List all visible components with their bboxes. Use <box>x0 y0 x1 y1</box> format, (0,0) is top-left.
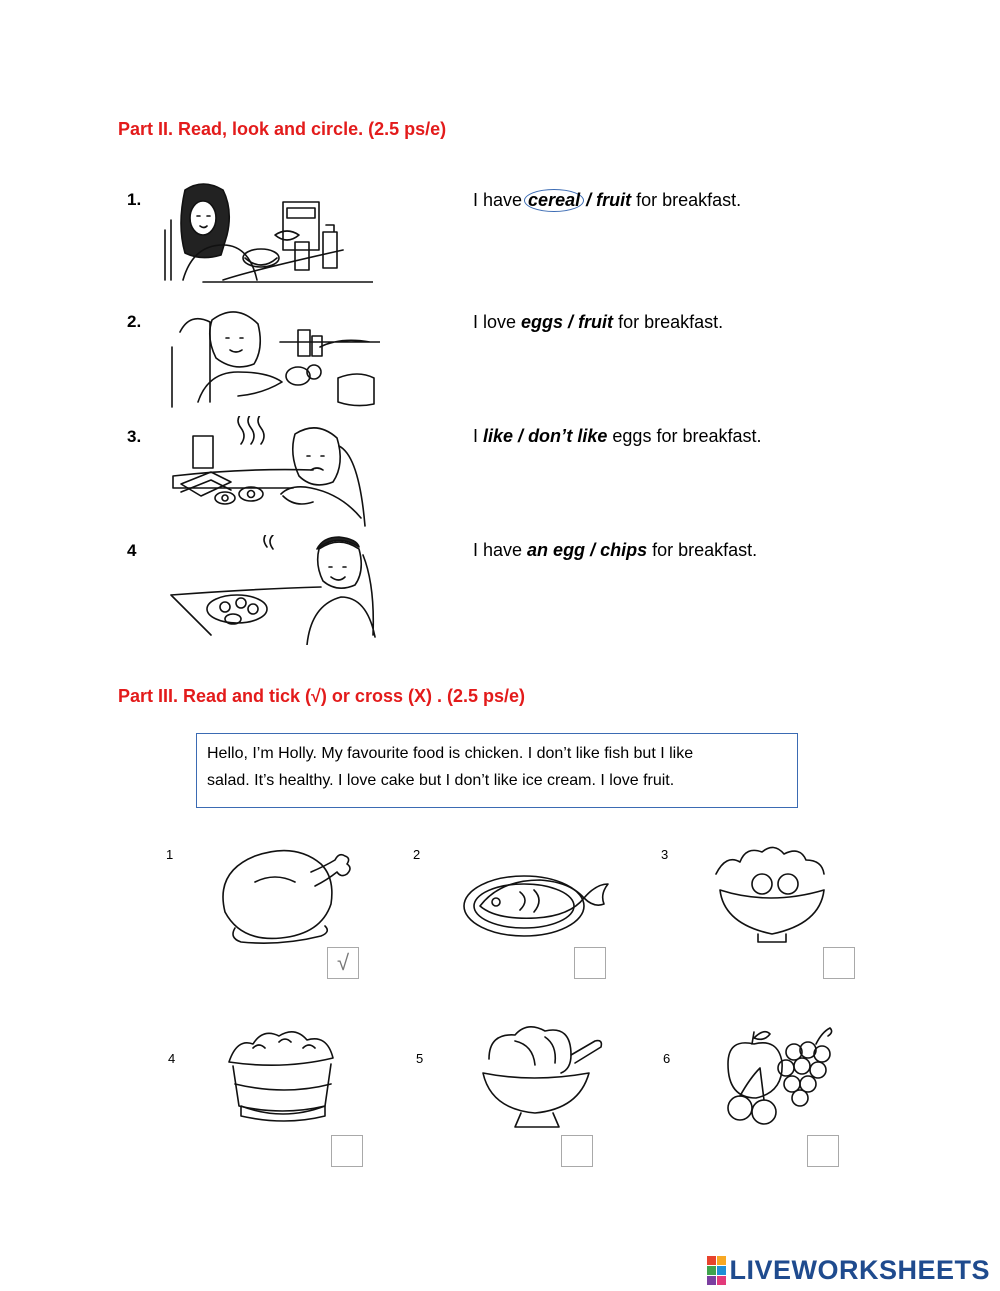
item-number: 1. <box>127 190 142 209</box>
food-number: 6 <box>663 1051 671 1066</box>
boy-eggs-illustration <box>163 416 383 531</box>
girl-cereal-illustration <box>163 180 373 285</box>
sentence-2: I love eggs / fruit for breakfast. <box>473 312 724 332</box>
fish-on-plate-icon <box>462 856 612 941</box>
tick-box[interactable] <box>807 1135 839 1167</box>
tick-box[interactable] <box>331 1135 363 1167</box>
option-cereal[interactable]: cereal <box>524 189 584 212</box>
cake-icon <box>223 1028 343 1128</box>
food-number: 4 <box>168 1051 176 1066</box>
part2-title: Part II. Read, look and circle. (2.5 ps/e) <box>118 119 447 139</box>
option-an-egg[interactable]: an egg <box>527 540 586 560</box>
salad-bowl-icon <box>712 844 832 949</box>
liveworksheets-logo <box>707 1255 990 1286</box>
logo-mark-icon <box>707 1256 726 1285</box>
part3-title: Part III. Read and tick (√) or cross (X) . (2.5 ps/e) <box>118 686 525 706</box>
roast-chicken-icon <box>215 842 355 952</box>
item-number: 3. <box>127 427 142 446</box>
fruit-icon <box>720 1024 845 1134</box>
reading-text-line: salad. It’s healthy. I love cake but I don’t like ice cream. I love fruit. <box>207 772 675 789</box>
food-number: 1 <box>166 847 174 862</box>
item-number: 2. <box>127 312 142 331</box>
reading-text-line: Hello, I’m Holly. My favourite food is chicken. I don’t like fish but I like <box>207 745 694 762</box>
option-like[interactable]: like <box>483 426 514 446</box>
ice-cream-bowl-icon <box>481 1025 611 1135</box>
option-chips[interactable]: chips <box>600 540 648 560</box>
tick-box[interactable] <box>561 1135 593 1167</box>
sentence-4: I have an egg / chips for breakfast. <box>473 540 758 560</box>
option-fruit[interactable]: fruit <box>596 190 632 210</box>
option-fruit[interactable]: fruit <box>578 312 614 332</box>
logo-text: LIVEWORKSHEETS <box>729 1255 990 1285</box>
item-number: 4 <box>127 541 137 560</box>
boy-egg-illustration <box>167 535 382 645</box>
tick-box[interactable] <box>574 947 606 979</box>
food-number: 3 <box>661 847 669 862</box>
tick-box[interactable]: √ <box>327 947 359 979</box>
food-number: 5 <box>416 1051 424 1066</box>
tick-box[interactable] <box>823 947 855 979</box>
option-dont-like[interactable]: don’t like <box>528 426 608 446</box>
sentence-3: I like / don’t like eggs for breakfast. <box>473 426 762 446</box>
reading-text-box <box>196 733 798 808</box>
sentence-1: I have cereal / fruit for breakfast. <box>473 190 742 210</box>
food-number: 2 <box>413 847 421 862</box>
option-eggs[interactable]: eggs <box>521 312 564 332</box>
girl-breakfast-illustration <box>170 302 380 412</box>
